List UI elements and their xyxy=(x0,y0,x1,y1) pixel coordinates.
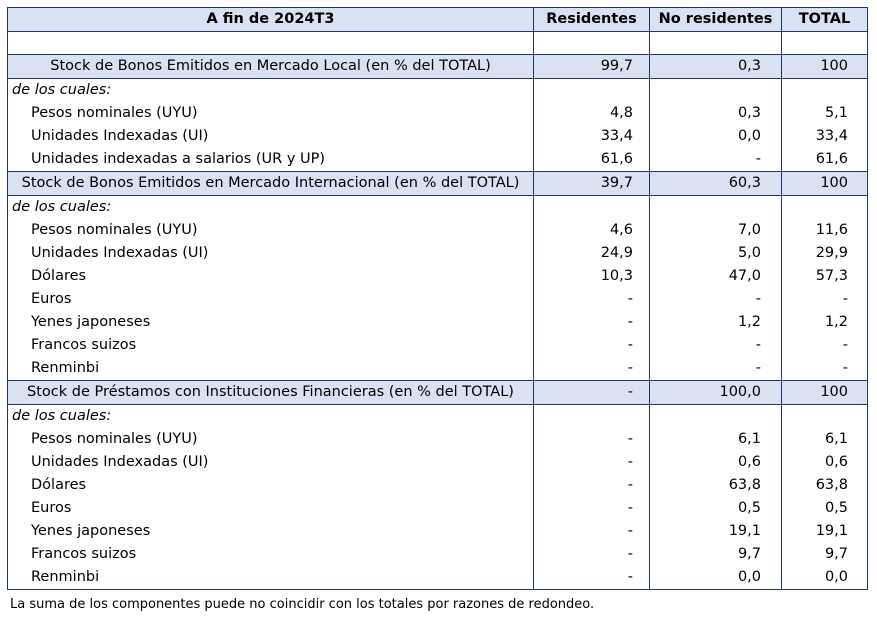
row-label: Unidades indexadas a salarios (UR y UP) xyxy=(8,148,534,172)
section-label: Stock de Préstamos con Instituciones Financieras (en % del TOTAL) xyxy=(8,381,534,405)
empty-cell xyxy=(650,79,782,103)
table-row xyxy=(8,543,868,566)
row-total: 0,5 xyxy=(782,497,868,520)
row-residentes: - xyxy=(534,520,650,543)
row-label: Pesos nominales (UYU) xyxy=(8,219,534,242)
section-no-residentes: 60,3 xyxy=(650,172,782,196)
row-residentes: - xyxy=(534,543,650,566)
row-no-residentes: - xyxy=(650,288,782,311)
row-no-residentes: 0,5 xyxy=(650,497,782,520)
row-residentes: 61,6 xyxy=(534,148,650,172)
empty-cell xyxy=(782,405,868,429)
row-residentes: - xyxy=(534,311,650,334)
section-total-row xyxy=(8,55,868,79)
row-label: Euros xyxy=(8,497,534,520)
table-row xyxy=(8,428,868,451)
section-total: 100 xyxy=(782,55,868,79)
empty-cell xyxy=(534,196,650,220)
row-residentes: 10,3 xyxy=(534,265,650,288)
table-row xyxy=(8,242,868,265)
row-total: - xyxy=(782,334,868,357)
table-row xyxy=(8,357,868,381)
row-residentes: 33,4 xyxy=(534,125,650,148)
row-label: Renminbi xyxy=(8,566,534,590)
table-body xyxy=(8,32,868,590)
row-no-residentes: 47,0 xyxy=(650,265,782,288)
empty-cell xyxy=(534,405,650,429)
row-total: - xyxy=(782,357,868,381)
row-total: 33,4 xyxy=(782,125,868,148)
row-no-residentes: 0,6 xyxy=(650,451,782,474)
row-total: 19,1 xyxy=(782,520,868,543)
row-total: 5,1 xyxy=(782,102,868,125)
section-residentes: - xyxy=(534,381,650,405)
section-residentes: 99,7 xyxy=(534,55,650,79)
row-total: 9,7 xyxy=(782,543,868,566)
row-no-residentes: 0,3 xyxy=(650,102,782,125)
row-no-residentes: - xyxy=(650,357,782,381)
subheading-row xyxy=(8,196,868,220)
blank-row xyxy=(8,32,868,55)
row-total: 63,8 xyxy=(782,474,868,497)
empty-cell xyxy=(782,79,868,103)
footnote: La suma de los componentes puede no coincidir con los totales por razones de redondeo. xyxy=(10,597,595,612)
row-total: 6,1 xyxy=(782,428,868,451)
row-total: 57,3 xyxy=(782,265,868,288)
row-no-residentes: 7,0 xyxy=(650,219,782,242)
header-total: TOTAL xyxy=(782,8,868,32)
section-total: 100 xyxy=(782,172,868,196)
row-label: Unidades Indexadas (UI) xyxy=(8,451,534,474)
header-residentes: Residentes xyxy=(534,8,650,32)
table-header-row xyxy=(8,8,868,32)
header-no-residentes: No residentes xyxy=(650,8,782,32)
row-label: Francos suizos xyxy=(8,334,534,357)
row-no-residentes: - xyxy=(650,334,782,357)
row-total: - xyxy=(782,288,868,311)
section-no-residentes: 100,0 xyxy=(650,381,782,405)
table-row xyxy=(8,497,868,520)
row-residentes: 4,6 xyxy=(534,219,650,242)
row-residentes: - xyxy=(534,288,650,311)
row-total: 0,6 xyxy=(782,451,868,474)
subheading-label: de los cuales: xyxy=(8,196,534,220)
row-label: Euros xyxy=(8,288,534,311)
subheading-label: de los cuales: xyxy=(8,405,534,429)
header-period-title: A fin de 2024T3 xyxy=(8,8,534,32)
section-residentes: 39,7 xyxy=(534,172,650,196)
row-no-residentes: 63,8 xyxy=(650,474,782,497)
subheading-row xyxy=(8,79,868,103)
table-row xyxy=(8,451,868,474)
table-row xyxy=(8,148,868,172)
row-no-residentes: 0,0 xyxy=(650,566,782,590)
empty-cell xyxy=(650,405,782,429)
row-label: Unidades Indexadas (UI) xyxy=(8,242,534,265)
row-total: 29,9 xyxy=(782,242,868,265)
table-row xyxy=(8,520,868,543)
empty-cell xyxy=(650,196,782,220)
row-no-residentes: 19,1 xyxy=(650,520,782,543)
row-no-residentes: 9,7 xyxy=(650,543,782,566)
row-label: Dólares xyxy=(8,474,534,497)
row-no-residentes: 6,1 xyxy=(650,428,782,451)
empty-cell xyxy=(782,196,868,220)
row-no-residentes: 5,0 xyxy=(650,242,782,265)
table-row xyxy=(8,102,868,125)
row-total: 61,6 xyxy=(782,148,868,172)
subheading-row xyxy=(8,405,868,429)
table-row xyxy=(8,474,868,497)
row-total: 11,6 xyxy=(782,219,868,242)
row-residentes: - xyxy=(534,566,650,590)
row-label: Yenes japoneses xyxy=(8,311,534,334)
row-residentes: 4,8 xyxy=(534,102,650,125)
section-total-row xyxy=(8,172,868,196)
row-no-residentes: - xyxy=(650,148,782,172)
row-total: 1,2 xyxy=(782,311,868,334)
section-total-row xyxy=(8,381,868,405)
row-no-residentes: 1,2 xyxy=(650,311,782,334)
table-row xyxy=(8,265,868,288)
row-residentes: - xyxy=(534,357,650,381)
row-no-residentes: 0,0 xyxy=(650,125,782,148)
row-residentes: - xyxy=(534,334,650,357)
row-label: Francos suizos xyxy=(8,543,534,566)
row-residentes: - xyxy=(534,474,650,497)
row-residentes: - xyxy=(534,497,650,520)
table-row xyxy=(8,311,868,334)
row-label: Unidades Indexadas (UI) xyxy=(8,125,534,148)
row-residentes: - xyxy=(534,428,650,451)
empty-cell xyxy=(534,79,650,103)
row-label: Yenes japoneses xyxy=(8,520,534,543)
row-label: Pesos nominales (UYU) xyxy=(8,102,534,125)
debt-composition-table xyxy=(7,7,868,590)
section-total: 100 xyxy=(782,381,868,405)
row-total: 0,0 xyxy=(782,566,868,590)
row-label: Dólares xyxy=(8,265,534,288)
section-no-residentes: 0,3 xyxy=(650,55,782,79)
table-row xyxy=(8,334,868,357)
section-label: Stock de Bonos Emitidos en Mercado Local (en % del TOTAL) xyxy=(8,55,534,79)
subheading-label: de los cuales: xyxy=(8,79,534,103)
table-row xyxy=(8,566,868,590)
row-residentes: - xyxy=(534,451,650,474)
section-label: Stock de Bonos Emitidos en Mercado Internacional (en % del TOTAL) xyxy=(8,172,534,196)
row-label: Renminbi xyxy=(8,357,534,381)
row-residentes: 24,9 xyxy=(534,242,650,265)
table-row xyxy=(8,219,868,242)
row-label: Pesos nominales (UYU) xyxy=(8,428,534,451)
table-row xyxy=(8,288,868,311)
table-row xyxy=(8,125,868,148)
